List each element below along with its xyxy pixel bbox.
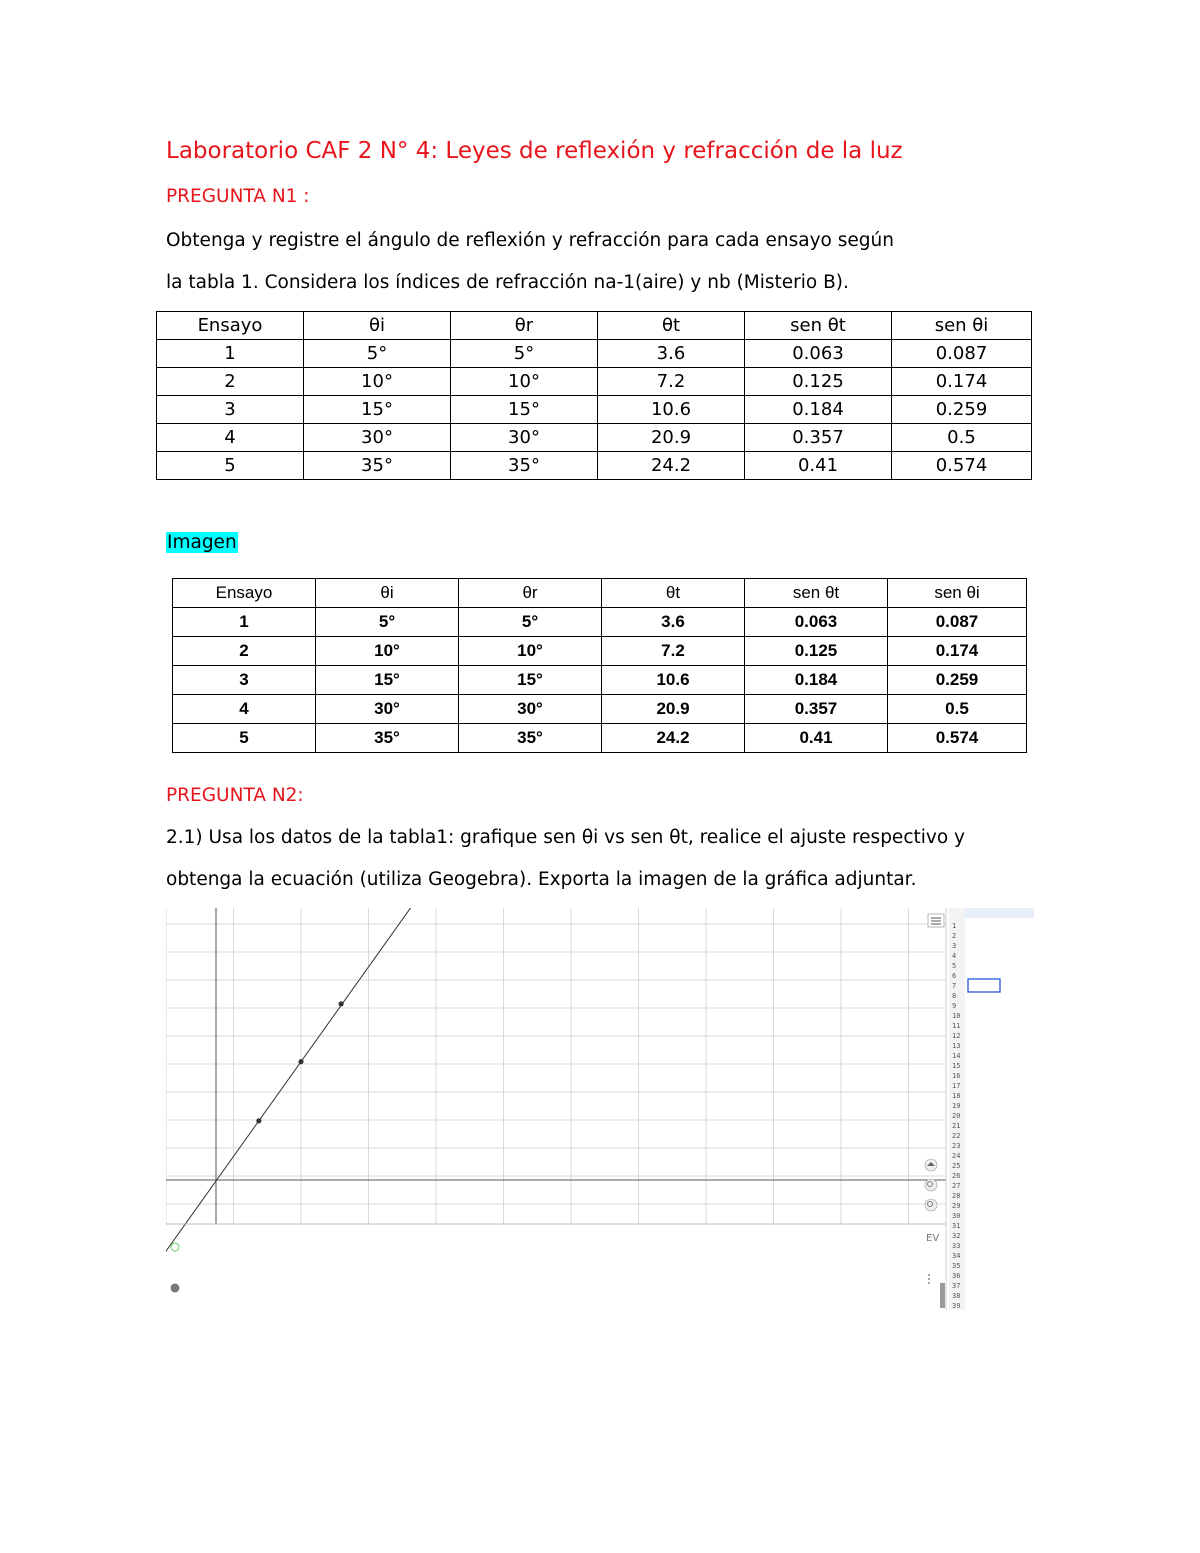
table-cell: 15° — [304, 396, 451, 424]
table-cell: 10° — [304, 368, 451, 396]
table-cell: 15° — [451, 396, 598, 424]
table-cell: 0.087 — [888, 608, 1027, 637]
table-cell: 0.063 — [745, 608, 888, 637]
row-number: 11 — [952, 1022, 961, 1030]
row-number: 30 — [952, 1212, 961, 1220]
zoom-out-icon[interactable] — [925, 1199, 937, 1211]
row-number: 35 — [952, 1262, 961, 1270]
row-number: 6 — [952, 972, 957, 980]
row-number: 2 — [952, 932, 957, 940]
table-row — [173, 637, 1027, 666]
row-number: 29 — [952, 1202, 961, 1210]
row-number: 18 — [952, 1092, 961, 1100]
table-cell: 5° — [304, 340, 451, 368]
table-cell: 20.9 — [598, 424, 745, 452]
table-cell: 0.125 — [745, 368, 892, 396]
fit-line — [166, 908, 828, 1310]
table-header-cell: Ensayo — [173, 579, 316, 608]
row-number: 32 — [952, 1232, 961, 1240]
row-number: 26 — [952, 1172, 961, 1180]
table-row — [173, 608, 1027, 637]
visibility-toggle-icon[interactable] — [171, 1284, 180, 1293]
image-label: Imagen — [167, 532, 237, 553]
home-icon[interactable] — [925, 1159, 937, 1171]
table-cell: 0.41 — [745, 724, 888, 753]
row-number: 24 — [952, 1152, 961, 1160]
table-header-cell: θi — [316, 579, 459, 608]
table-row — [157, 424, 1032, 452]
table-cell: 0.574 — [888, 724, 1027, 753]
row-number: 20 — [952, 1112, 961, 1120]
table-header-cell: θr — [451, 312, 598, 340]
row-number: 15 — [952, 1062, 961, 1070]
row-number: 34 — [952, 1252, 961, 1260]
table-cell: 2 — [173, 637, 316, 666]
table-cell: 30° — [459, 695, 602, 724]
table-header-cell: sen θt — [745, 579, 888, 608]
table-header-cell: sen θi — [892, 312, 1032, 340]
table-cell: 1 — [157, 340, 304, 368]
table-cell: 3.6 — [598, 340, 745, 368]
question-2-line-2: obtenga la ecuación (utiliza Geogebra). Exporta la imagen de la gráfica adjuntar. — [166, 869, 917, 890]
table-cell: 35° — [316, 724, 459, 753]
row-number: 36 — [952, 1272, 961, 1280]
table-cell: 10° — [316, 637, 459, 666]
table-cell: 30° — [451, 424, 598, 452]
visibility-toggle-icon[interactable] — [171, 1243, 179, 1251]
table-cell: 24.2 — [602, 724, 745, 753]
table-cell: 30° — [304, 424, 451, 452]
table-header-cell: Ensayo — [157, 312, 304, 340]
table-cell: 0.5 — [892, 424, 1032, 452]
table-cell: 3 — [157, 396, 304, 424]
row-number: 16 — [952, 1072, 961, 1080]
table-cell: 30° — [316, 695, 459, 724]
row-number: 39 — [952, 1302, 961, 1310]
table-header-cell: sen θi — [888, 579, 1027, 608]
table-cell: 10° — [451, 368, 598, 396]
table-cell: 20.9 — [602, 695, 745, 724]
table-cell: 5 — [173, 724, 316, 753]
row-number: 5 — [952, 962, 957, 970]
data-point — [339, 1001, 344, 1006]
table-cell: 35° — [459, 724, 602, 753]
table-header-cell: θt — [602, 579, 745, 608]
question-1-label: PREGUNTA N1 : — [166, 186, 310, 207]
table-header-row — [157, 312, 1032, 340]
table-cell: 35° — [451, 452, 598, 480]
row-number: 4 — [952, 952, 957, 960]
table-cell: 3 — [173, 666, 316, 695]
table-row — [157, 368, 1032, 396]
row-number: 9 — [952, 1002, 957, 1010]
question-1-line-2: la tabla 1. Considera los índices de refracción na-1(aire) y nb (Misterio B). — [166, 272, 849, 293]
table-cell: 0.184 — [745, 396, 892, 424]
table-cell: 10.6 — [598, 396, 745, 424]
row-number: 31 — [952, 1222, 961, 1230]
table-row — [157, 396, 1032, 424]
table-cell: 0.41 — [745, 452, 892, 480]
table-cell: 5° — [451, 340, 598, 368]
row-number: 14 — [952, 1052, 961, 1060]
table-cell: 0.184 — [745, 666, 888, 695]
row-number: 27 — [952, 1182, 961, 1190]
column-header-bar — [965, 908, 1034, 918]
row-number: 25 — [952, 1162, 961, 1170]
row-number: 7 — [952, 982, 957, 990]
zoom-in-icon[interactable] — [925, 1179, 937, 1191]
table-cell: 3.6 — [602, 608, 745, 637]
data-points — [256, 908, 497, 1123]
row-number: 28 — [952, 1192, 961, 1200]
table-cell: 7.2 — [598, 368, 745, 396]
table-cell: 24.2 — [598, 452, 745, 480]
table-row — [173, 724, 1027, 753]
row-number: 1 — [952, 922, 957, 930]
row-number: 22 — [952, 1132, 961, 1140]
ev-icon[interactable]: EV — [926, 1233, 940, 1244]
row-number: 10 — [952, 1012, 961, 1020]
question-2-line-1: 2.1) Usa los datos de la tabla1: grafique sen θi vs sen θt, realice el ajuste respectivo y — [166, 827, 965, 848]
row-number: 19 — [952, 1102, 961, 1110]
table-cell: 0.259 — [888, 666, 1027, 695]
row-number: 38 — [952, 1292, 961, 1300]
table-cell: 0.063 — [745, 340, 892, 368]
row-number: 21 — [952, 1122, 961, 1130]
geogebra-canvas — [166, 908, 1034, 1310]
table-cell: 0.574 — [892, 452, 1032, 480]
table-cell: 4 — [157, 424, 304, 452]
table-cell: 0.174 — [888, 637, 1027, 666]
row-number: 13 — [952, 1042, 961, 1050]
table-cell: 2 — [157, 368, 304, 396]
table-cell: 5 — [157, 452, 304, 480]
row-number: 17 — [952, 1082, 961, 1090]
more-options-icon[interactable] — [928, 1274, 930, 1284]
row-number: 33 — [952, 1242, 961, 1250]
row-number: 3 — [952, 942, 957, 950]
table-header-cell: θi — [304, 312, 451, 340]
geogebra-screenshot — [166, 908, 1034, 1310]
table-cell: 1 — [173, 608, 316, 637]
row-number: 23 — [952, 1142, 961, 1150]
question-2-label: PREGUNTA N2: — [166, 785, 304, 806]
scrollbar[interactable] — [940, 1283, 945, 1308]
data-point — [298, 1059, 303, 1064]
graph-grid — [166, 908, 946, 1224]
data-point — [256, 1118, 261, 1123]
table-cell: 35° — [304, 452, 451, 480]
style-bar-icon[interactable] — [928, 914, 944, 927]
row-number: 8 — [952, 992, 957, 1000]
row-number: 12 — [952, 1032, 961, 1040]
data-table-image — [172, 578, 1027, 753]
table-row — [157, 340, 1032, 368]
table-cell: 15° — [316, 666, 459, 695]
table-header-row — [173, 579, 1027, 608]
table-header-cell: sen θt — [745, 312, 892, 340]
table-row — [157, 452, 1032, 480]
data-table-1 — [156, 311, 1032, 480]
table-header-cell: θt — [598, 312, 745, 340]
table-cell: 0.5 — [888, 695, 1027, 724]
table-cell: 5° — [459, 608, 602, 637]
table-cell: 0.357 — [745, 424, 892, 452]
table-header-cell: θr — [459, 579, 602, 608]
table-cell: 4 — [173, 695, 316, 724]
document-title: Laboratorio CAF 2 N° 4: Leyes de reflexión y refracción de la luz — [166, 138, 903, 164]
table-cell: 0.125 — [745, 637, 888, 666]
table-cell: 0.174 — [892, 368, 1032, 396]
table-row — [173, 666, 1027, 695]
table-cell: 0.087 — [892, 340, 1032, 368]
table-cell: 15° — [459, 666, 602, 695]
table-cell: 0.259 — [892, 396, 1032, 424]
table-cell: 10.6 — [602, 666, 745, 695]
table-cell: 0.357 — [745, 695, 888, 724]
row-number: 37 — [952, 1282, 961, 1290]
table-cell: 5° — [316, 608, 459, 637]
table-row — [173, 695, 1027, 724]
table-cell: 7.2 — [602, 637, 745, 666]
table-cell: 10° — [459, 637, 602, 666]
question-1-line-1: Obtenga y registre el ángulo de reflexión y refracción para cada ensayo según — [166, 230, 894, 251]
graph-axes — [166, 908, 946, 1224]
